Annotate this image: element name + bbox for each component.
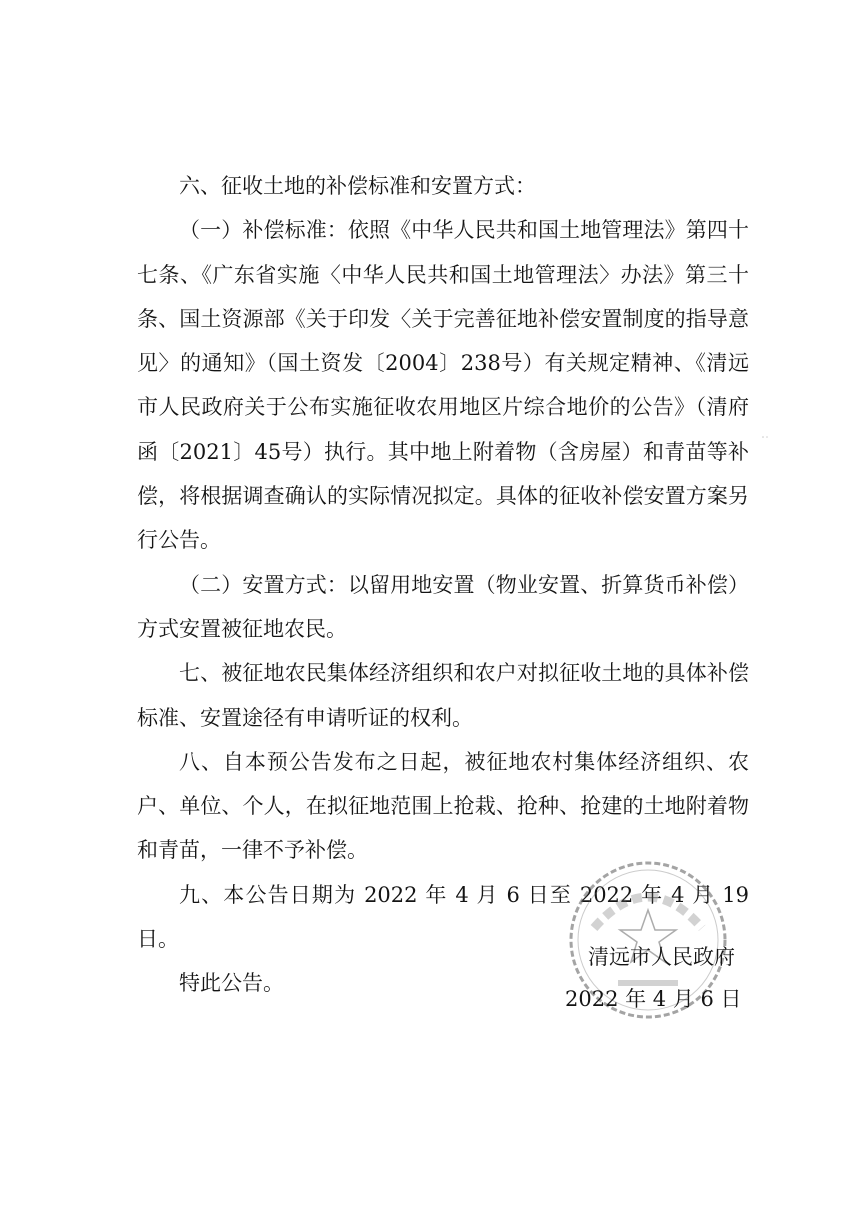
section-six-heading: 六、征收土地的补偿标准和安置方式：	[179, 174, 536, 198]
scan-speck-icon	[760, 432, 770, 442]
closing-statement: 特此公告。	[179, 971, 284, 996]
compensation-standard-paragraph: （一）补偿标准：依照《中华人民共和国土地管理法》第四十七条、《广东省实施〈中华人民共和国土地管理法〉办法》第三十条、国土资源部《关于印发〈关于完善征地补偿安置制度的指导意见〉的通知》（国土资发〔2004〕238号）有关规定精神、《清远市人民政府关于公布实施征收农用地区片综合地价的公告》（清府函〔2021〕45号）执行。其中地上附着物（含房屋）和青苗等补偿，将根据调查确认的实际情况拟定。具体的征收补偿安置方案另行公告。	[137, 218, 749, 553]
signature-block	[565, 936, 742, 1020]
resettlement-method-paragraph: （二）安置方式：以留用地安置（物业安置、折算货币补偿）方式安置被征地农民。	[137, 572, 749, 641]
issue-date: 2022 年 4 月 6 日	[565, 987, 742, 1011]
section-eight-paragraph: 八、自本预公告发布之日起，被征地农村集体经济组织、农户、单位、个人，在拟征地范围上抢栽、抢种、抢建的土地附着物和青苗，一律不予补偿。	[137, 749, 749, 863]
section-nine-paragraph: 九、本公告日期为 2022 年 4 月 6 日至 2022 年 4 月 19 日。	[137, 882, 749, 952]
section-seven-paragraph: 七、被征地农民集体经济组织和农户对拟征收土地的具体补偿标准、安置途径有申请听证的权利。	[137, 661, 749, 730]
issuer-name: 清远市人民政府	[588, 945, 735, 969]
